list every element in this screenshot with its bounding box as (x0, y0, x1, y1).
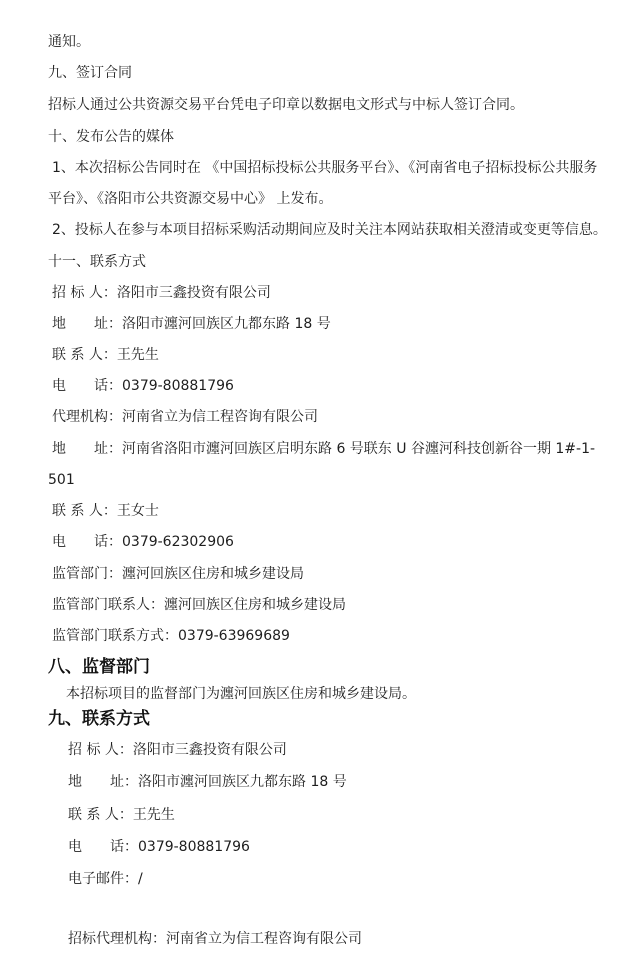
section-heading-sign-contract: 九、签订合同 (48, 65, 132, 81)
contact-agency-address: 地 址：河南省洛阳市瀍河回族区启明东路 6 号联东 U 谷瀍河科技创新谷一期 1#-1- (52, 441, 596, 457)
contact2-tenderer: 招 标 人：洛阳市三鑫投资有限公司 (68, 742, 287, 758)
contact2-address: 地 址：洛阳市瀍河回族区九都东路 18 号 (68, 774, 347, 790)
section-heading-supervision: 八、监督部门 (48, 657, 150, 677)
contact-supervisor-phone: 监管部门联系方式：0379-63969689 (52, 628, 290, 644)
text-line-sign-contract: 招标人通过公共资源交易平台凭电子印章以数据电文形式与中标人签订合同。 (48, 97, 524, 113)
text-line-notice: 通知。 (48, 34, 90, 50)
supervision-text: 本招标项目的监督部门为瀍河回族区住房和城乡建设局。 (66, 686, 416, 702)
section-heading-contact: 十一、联系方式 (48, 254, 146, 270)
contact2-person: 联 系 人：王先生 (68, 807, 175, 823)
text-line-media-1-cont: 平台》、《洛阳市公共资源交易中心》 上发布。 (48, 191, 333, 207)
section-heading-media: 十、发布公告的媒体 (48, 129, 174, 145)
contact-supervisor: 监管部门：瀍河回族区住房和城乡建设局 (52, 566, 304, 582)
text-line-media-2: 2、投标人在参与本项目招标采购活动期间应及时关注本网站获取相关澄清或变更等信息。 (52, 222, 607, 238)
contact-tenderer: 招 标 人：洛阳市三鑫投资有限公司 (52, 285, 271, 301)
text-line-media-1: 1、本次招标公告同时在 《中国招标投标公共服务平台》、《河南省电子招标投标公共服务 (52, 160, 598, 176)
section-heading-contact-2: 九、联系方式 (48, 709, 150, 729)
contact-agency-person: 联 系 人：王女士 (52, 503, 159, 519)
agency-line: 招标代理机构：河南省立为信工程咨询有限公司 (68, 931, 362, 947)
contact-tenderer-address: 地 址：洛阳市瀍河回族区九都东路 18 号 (52, 316, 331, 332)
contact-agency: 代理机构：河南省立为信工程咨询有限公司 (52, 409, 318, 425)
contact-supervisor-person: 监管部门联系人：瀍河回族区住房和城乡建设局 (52, 597, 346, 613)
contact-agency-phone: 电 话：0379-62302906 (52, 534, 234, 550)
contact-agency-address-cont: 501 (48, 472, 75, 488)
contact2-phone: 电 话：0379-80881796 (68, 839, 250, 855)
contact2-email: 电子邮件：/ (68, 871, 143, 887)
contact-tenderer-person: 联 系 人：王先生 (52, 347, 159, 363)
contact-tenderer-phone: 电 话：0379-80881796 (52, 378, 234, 394)
